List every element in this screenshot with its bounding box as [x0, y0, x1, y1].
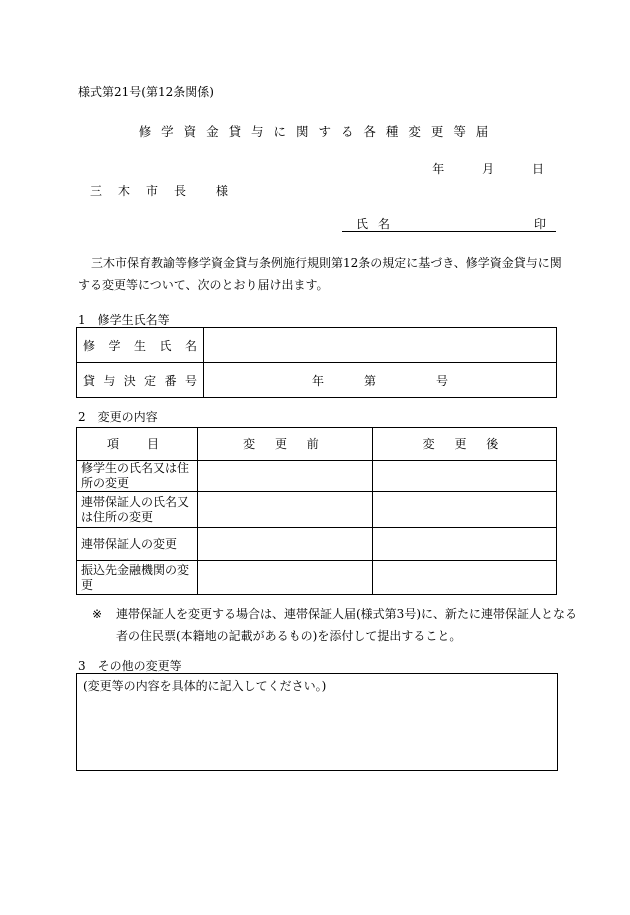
table-row [77, 561, 557, 595]
before-field[interactable] [198, 561, 373, 595]
loan-number-go: 号 [436, 373, 449, 388]
addressee: 三 木 市 長 様 [90, 184, 231, 198]
after-field[interactable] [373, 492, 557, 528]
other-changes-field[interactable] [76, 673, 558, 771]
table-row [77, 328, 557, 363]
table-row [77, 363, 557, 398]
date-year-label: 年 [432, 162, 445, 176]
after-field[interactable] [373, 528, 557, 561]
student-name-field[interactable] [204, 328, 557, 363]
change-details-table [76, 427, 557, 595]
table-row [77, 461, 557, 492]
seal-label: 印 [533, 217, 546, 231]
before-field[interactable] [198, 492, 373, 528]
section3-heading: 3 その他の変更等 [78, 659, 182, 673]
row-label: 連帯保証人の変更 [77, 528, 198, 561]
column-header-after: 変 更 後 [373, 428, 557, 461]
row-label: 修学生の氏名又は住所の変更 [77, 461, 198, 492]
guarantor-note [92, 603, 586, 647]
column-header-item: 項 目 [77, 428, 198, 461]
section2-heading: 2 変更の内容 [78, 410, 158, 424]
signature-field[interactable] [342, 215, 556, 232]
loan-number-label: 貸 与 決 定 番 号 [77, 363, 204, 398]
table-header-row [77, 428, 557, 461]
table-row [77, 528, 557, 561]
student-info-table [76, 327, 557, 398]
form-title: 修 学 資 金 貸 与 に 関 す る 各 種 変 更 等 届 [138, 124, 492, 139]
table-row [77, 492, 557, 528]
signature-name-label: 氏名 [356, 217, 401, 231]
loan-number-dai: 第 [363, 373, 376, 388]
section1-heading: 1 修学生氏名等 [78, 313, 170, 327]
loan-number-field[interactable] [204, 363, 557, 398]
row-label: 連帯保証人の氏名又は住所の変更 [77, 492, 198, 528]
note-mark: ※ [92, 607, 103, 621]
column-header-before: 変 更 前 [198, 428, 373, 461]
note-text: 連帯保証人を変更する場合は、連帯保証人届(様式第3号)に、新たに連帯保証人となる者の住民票(本籍地の記載があるもの)を添付して提出すること。 [116, 607, 578, 643]
other-changes-hint: (変更等の内容を具体的に記入してください。) [83, 679, 327, 693]
after-field[interactable] [373, 461, 557, 492]
before-field[interactable] [198, 461, 373, 492]
date-month-label: 月 [482, 162, 495, 176]
after-field[interactable] [373, 561, 557, 595]
date-row [398, 160, 544, 177]
student-name-label: 修 学 生 氏 名 [77, 328, 204, 363]
loan-number-year: 年 [311, 373, 324, 388]
body-text: 三木市保育教諭等修学資金貸与条例施行規則第12条の規定に基づき、修学資金貸与に関する変更等について、次のとおり届け出ます。 [78, 256, 562, 292]
form-number: 様式第21号(第12条関係) [78, 85, 214, 99]
row-label: 振込先金融機関の変更 [77, 561, 198, 595]
before-field[interactable] [198, 528, 373, 561]
date-day-label: 日 [531, 162, 544, 176]
